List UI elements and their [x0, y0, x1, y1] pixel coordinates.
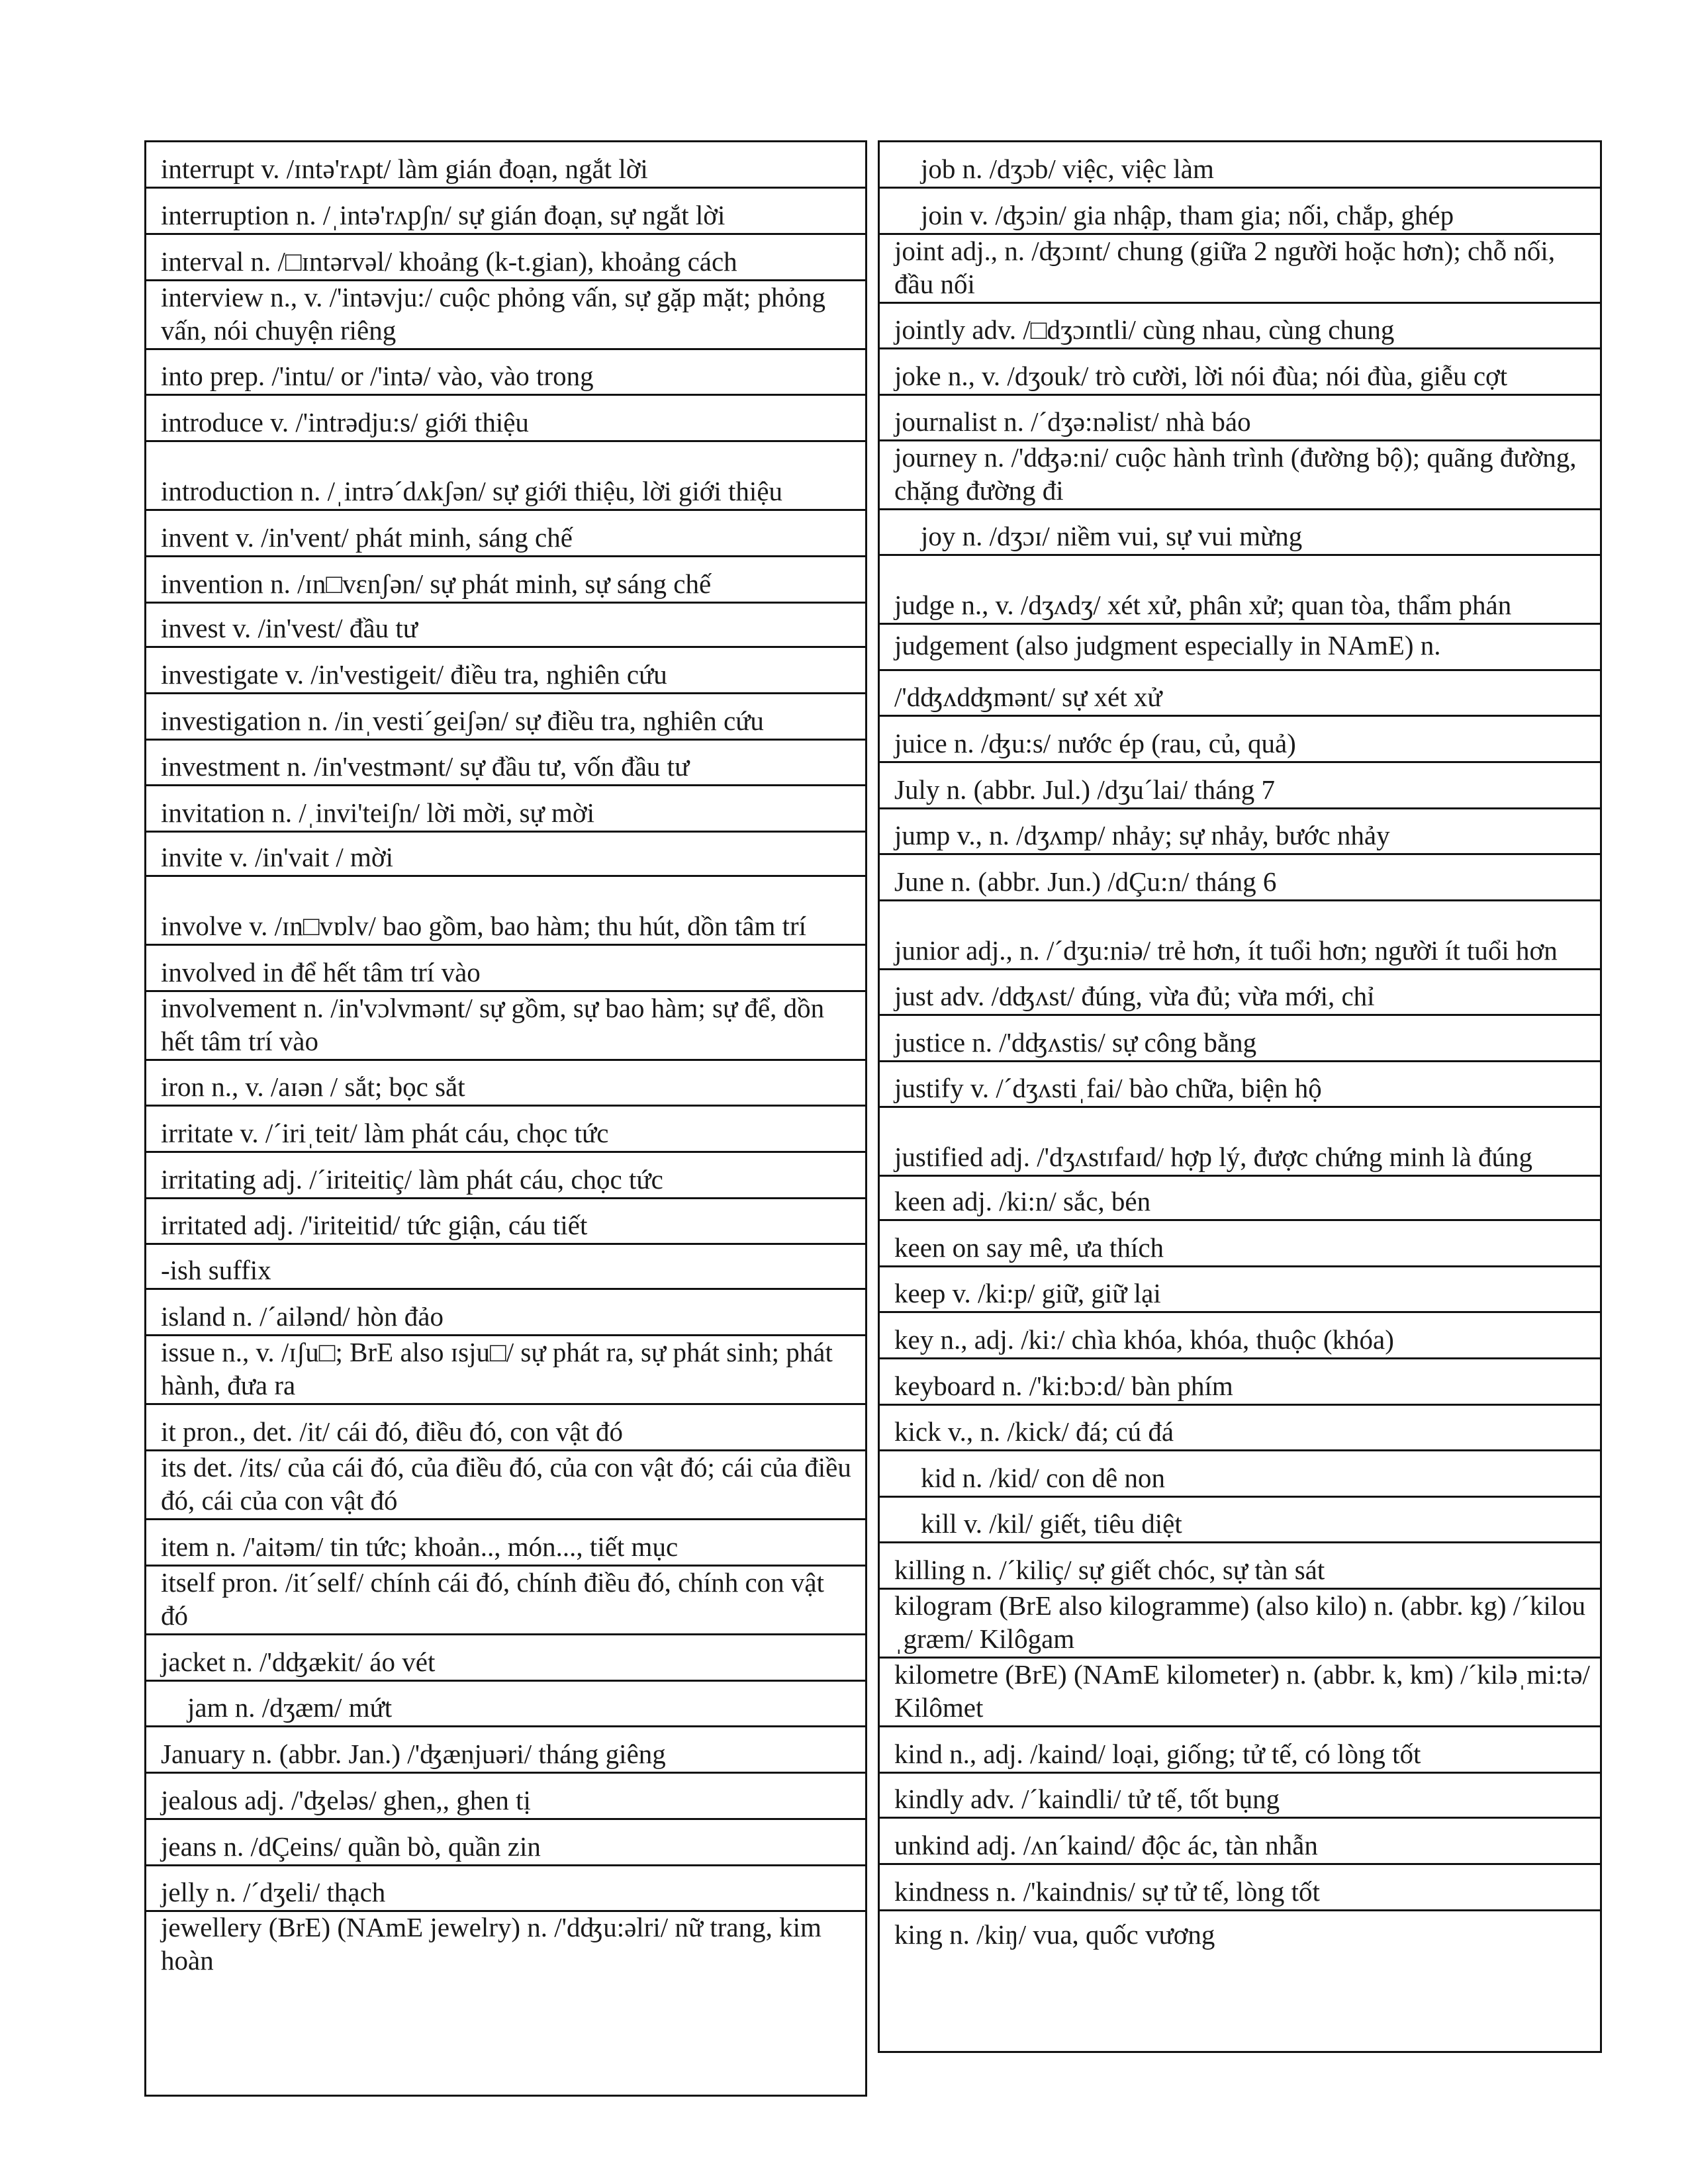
- vocab-entry: [880, 1498, 1600, 1543]
- vocab-entry-text: investigation n. /inˌvesti´geiʃən/ sự điều tra, nghiên cứu: [161, 705, 764, 736]
- vocab-entry-text: killing n. /´kiliç/ sự giết chóc, sự tàn sát: [894, 1555, 1325, 1585]
- vocab-entry: [146, 1107, 865, 1153]
- vocab-entry: [146, 1199, 865, 1245]
- vocab-entry-text: invite v. /in'vait / mời: [161, 842, 393, 872]
- vocab-entry: [880, 1543, 1600, 1590]
- vocab-entry: [880, 1016, 1600, 1062]
- vocab-entry-text: kilometre (BrE) (NAmE kilometer) n. (abbr. k, km) /´kiləˌmi:tə/ Kilômet: [894, 1659, 1590, 1723]
- vocab-entry: [146, 694, 865, 741]
- vocab-entry: [146, 1567, 865, 1635]
- vocab-entry: [146, 648, 865, 694]
- vocab-entry-text: joke n., v. /dʒouk/ trò cười, lời nói đùa; nói đùa, giễu cợt: [894, 361, 1508, 391]
- vocab-entry: [880, 717, 1600, 763]
- vocab-entry: [880, 625, 1600, 671]
- vocab-entry-text: jelly n. /´dʒeli/ thạch: [161, 1877, 386, 1907]
- vocab-entry-text: jealous adj. /'ʤeləs/ ghen,, ghen tị: [161, 1785, 531, 1815]
- vocab-entry-text: iron n., v. /aɪən / sắt; bọc sắt: [161, 1071, 465, 1102]
- vocab-entry: [146, 1290, 865, 1336]
- vocab-entry-text: into prep. /'intu/ or /'intə/ vào, vào trong: [161, 361, 594, 391]
- vocab-entry: [146, 786, 865, 833]
- vocab-entry-text: judge n., v. /dʒʌdʒ/ xét xử, phân xử; quan tòa, thẩm phán: [894, 590, 1512, 620]
- vocab-entry: [880, 901, 1600, 970]
- vocab-entry: [146, 1405, 865, 1451]
- vocab-entry-text: justified adj. /'dʒʌstɪfaɪd/ hợp lý, được chứng minh là đúng: [894, 1142, 1533, 1172]
- vocab-entry-text: joy n. /dʒɔɪ/ niềm vui, sự vui mừng: [921, 521, 1303, 551]
- vocab-entry: [880, 142, 1600, 189]
- vocab-entry: [146, 142, 865, 189]
- vocab-entry-text: job n. /dʒɔb/ việc, việc làm: [921, 154, 1214, 184]
- vocab-entry-text: introduction n. /ˌintrə´dʌkʃən/ sự giới thiệu, lời giới thiệu: [161, 476, 783, 506]
- vocab-entry: [880, 189, 1600, 235]
- vocab-entry: [880, 510, 1600, 556]
- vocab-entry-text: item n. /'aitəm/ tin tức; khoản.., món..., tiết mục: [161, 1531, 679, 1562]
- vocab-entry-text: jewellery (BrE) (NAmE jewelry) n. /'dʤu:əlri/ nữ trang, kim hoàn: [161, 1912, 821, 1976]
- vocab-entry: [880, 1221, 1600, 1267]
- vocab-entry-text: journalist n. /´dʒə:nəlist/ nhà báo: [894, 406, 1251, 437]
- vocab-entry: [880, 1911, 1600, 1952]
- vocab-entry-text: justice n. /'dʤʌstis/ sự công bằng: [894, 1027, 1257, 1058]
- vocab-entry-text: kind n., adj. /kaind/ loại, giống; tử tế, có lòng tốt: [894, 1739, 1421, 1769]
- vocab-entry: [146, 396, 865, 442]
- vocab-entry: [880, 1727, 1600, 1774]
- vocab-entry-text: January n. (abbr. Jan.) /'ʤænjuəri/ tháng giêng: [161, 1739, 666, 1769]
- vocab-entry: [880, 396, 1600, 441]
- vocab-entry: [880, 235, 1600, 304]
- vocab-entry-text: -ish suffix: [161, 1255, 271, 1285]
- vocab-entry: [880, 1590, 1600, 1659]
- vocab-entry: [146, 281, 865, 350]
- vocab-entry: [146, 1153, 865, 1199]
- vocab-entry-text: kindly adv. /´kaindli/ tử tế, tốt bụng: [894, 1784, 1280, 1814]
- vocab-entry-text: it pron., det. /it/ cái đó, điều đó, con vật đó: [161, 1416, 624, 1447]
- vocab-entry-text: interrupt v. /ɪntə'rʌpt/ làm gián đoạn, ngắt lời: [161, 154, 648, 184]
- vocab-entry-text: keen adj. /ki:n/ sắc, bén: [894, 1186, 1151, 1216]
- vocab-entry: [880, 1659, 1600, 1727]
- vocab-entry: [146, 1774, 865, 1820]
- vocab-entry: [880, 1819, 1600, 1865]
- vocab-entry: [146, 1727, 865, 1774]
- vocab-entry: [146, 1451, 865, 1520]
- vocab-entry-text: key n., adj. /ki:/ chìa khóa, khóa, thuộc (khóa): [894, 1324, 1394, 1355]
- vocab-entry-text: keen on say mê, ưa thích: [894, 1232, 1164, 1263]
- vocab-entry-text: jam n. /dʒæm/ mứt: [187, 1692, 393, 1723]
- vocab-entry: [880, 1406, 1600, 1451]
- vocab-entry-text: justify v. /´dʒʌstiˌfai/ bào chữa, biện hộ: [894, 1073, 1322, 1103]
- vocab-entry-text: July n. (abbr. Jul.) /dʒu´lai/ tháng 7: [894, 774, 1276, 805]
- vocab-entry: [146, 442, 865, 511]
- vocab-entry-text: issue n., v. /ɪʃu□; BrE also ɪsju□/ sự phát ra, sự phát sinh; phát hành, đưa ra: [161, 1337, 833, 1400]
- vocab-entry: [146, 1061, 865, 1107]
- vocab-entry: [880, 1108, 1600, 1177]
- vocab-entry-text: journey n. /'dʤə:ni/ cuộc hành trình (đường bộ); quãng đường, chặng đường đi: [894, 442, 1577, 506]
- vocab-entry-text: involvement n. /in'vɔlvmənt/ sự gồm, sự bao hàm; sự để, dồn hết tâm trí vào: [161, 993, 825, 1056]
- vocab-entry-text: June n. (abbr. Jun.) /dÇu:n/ tháng 6: [894, 866, 1277, 897]
- vocab-entry: [146, 1820, 865, 1866]
- vocab-entry: [880, 970, 1600, 1016]
- vocab-entry: [146, 511, 865, 557]
- vocab-entry-text: junior adj., n. /´dʒu:niə/ trẻ hơn, ít tuổi hơn; người ít tuổi hơn: [894, 935, 1558, 966]
- vocab-entry: [880, 1177, 1600, 1221]
- vocab-entry: [146, 1520, 865, 1567]
- vocab-entry: [146, 877, 865, 946]
- vocab-entry-text: interval n. /□ɪntərvəl/ khoảng (k-t.gian), khoảng cách: [161, 246, 737, 277]
- vocab-entry-text: jump v., n. /dʒʌmp/ nhảy; sự nhảy, bước nhảy: [894, 820, 1390, 850]
- vocab-entry: [146, 1336, 865, 1405]
- vocab-entry-text: investment n. /in'vestmənt/ sự đầu tư, vốn đầu tư: [161, 751, 690, 782]
- vocab-entry: [146, 1245, 865, 1290]
- vocab-entry-text: involved in để hết tâm trí vào: [161, 957, 481, 987]
- vocab-entry: [880, 671, 1600, 717]
- vocab-entry: [880, 1865, 1600, 1911]
- vocab-entry: [146, 557, 865, 604]
- vocab-entry-text: jacket n. /'dʤækit/ áo vét: [161, 1647, 436, 1677]
- vocab-entry-text: kill v. /kil/ giết, tiêu diệt: [921, 1508, 1182, 1539]
- vocab-entry-text: itself pron. /it´self/ chính cái đó, chính điều đó, chính con vật đó: [161, 1567, 824, 1631]
- right-column: [878, 140, 1602, 2053]
- vocab-entry: [880, 1451, 1600, 1498]
- vocab-entry: [146, 189, 865, 235]
- vocab-entry-text: investigate v. /in'vestigeit/ điều tra, nghiên cứu: [161, 659, 667, 690]
- vocab-entry-text: introduce v. /'intrədju:s/ giới thiệu: [161, 407, 529, 437]
- vocab-entry: [146, 235, 865, 281]
- vocab-entry: [146, 741, 865, 786]
- vocab-entry-text: king n. /kiŋ/ vua, quốc vương: [894, 1919, 1215, 1950]
- vocab-entry: [880, 349, 1600, 396]
- vocab-entry: [880, 1313, 1600, 1359]
- vocab-entry-text: judgement (also judgment especially in NAmE) n.: [894, 630, 1441, 660]
- vocab-entry-text: involve v. /ɪn□vɒlv/ bao gồm, bao hàm; thu hút, dồn tâm trí: [161, 911, 807, 941]
- vocab-entry: [880, 304, 1600, 349]
- vocab-entry-text: juice n. /ʤu:s/ nước ép (rau, củ, quả): [894, 728, 1296, 758]
- vocab-entry: [880, 809, 1600, 855]
- vocab-entry-text: invest v. /in'vest/ đầu tư: [161, 613, 418, 643]
- vocab-entry: [146, 946, 865, 992]
- vocab-entry-text: irritated adj. /'iriteitid/ tức giận, cáu tiết: [161, 1210, 588, 1240]
- vocab-entry: [146, 992, 865, 1061]
- vocab-entry: [880, 1062, 1600, 1108]
- vocab-entry: [880, 556, 1600, 625]
- vocab-entry: [880, 1774, 1600, 1819]
- vocab-entry: [146, 1682, 865, 1727]
- vocab-entry-text: invention n. /ɪn□vɛnʃən/ sự phát minh, sự sáng chế: [161, 569, 712, 599]
- vocab-entry: [146, 833, 865, 877]
- vocab-entry-text: keep v. /ki:p/ giữ, giữ lại: [894, 1278, 1161, 1308]
- vocab-entry-text: interruption n. /ˌintə'rʌpʃn/ sự gián đoạn, sự ngắt lời: [161, 200, 726, 230]
- vocab-entry: [146, 1912, 865, 1978]
- vocab-entry-text: kid n. /kid/ con dê non: [921, 1463, 1165, 1493]
- vocab-entry-text: its det. /its/ của cái đó, của điều đó, của con vật đó; cái của điều đó, cái của con vật đó: [161, 1452, 851, 1516]
- vocab-entry: [146, 604, 865, 648]
- vocab-entry: [880, 1359, 1600, 1406]
- left-column: [144, 140, 867, 2097]
- vocab-entry: [880, 1267, 1600, 1313]
- vocab-entry-text: jointly adv. /□dʒɔɪntli/ cùng nhau, cùng chung: [894, 314, 1395, 345]
- vocab-entry: [880, 441, 1600, 510]
- vocab-entry: [146, 1635, 865, 1682]
- vocab-entry-text: interview n., v. /'intəvju:/ cuộc phỏng vấn, sự gặp mặt; phỏng vấn, nói chuyện riêng: [161, 282, 825, 345]
- vocab-entry-text: unkind adj. /ʌn´kaind/ độc ác, tàn nhẫn: [894, 1830, 1318, 1860]
- vocab-entry-text: irritating adj. /´iriteitiç/ làm phát cáu, chọc tức: [161, 1164, 663, 1195]
- vocab-entry-text: invent v. /in'vent/ phát minh, sáng chế: [161, 522, 573, 553]
- vocab-entry-text: jeans n. /dÇeins/ quần bò, quần zin: [161, 1831, 541, 1862]
- vocab-entry-text: island n. /´ailənd/ hòn đảo: [161, 1301, 444, 1332]
- vocab-entry-text: invitation n. /ˌinvi'teiʃn/ lời mời, sự mời: [161, 797, 594, 828]
- vocab-entry-text: joint adj., n. /ʤɔɪnt/ chung (giữa 2 người hoặc hơn); chỗ nối, đầu nối: [894, 236, 1556, 299]
- vocab-entry: [146, 350, 865, 396]
- vocab-entry: [146, 1866, 865, 1912]
- vocab-entry-text: /'dʤʌdʤmənt/ sự xét xử: [894, 682, 1162, 712]
- vocab-entry-text: kick v., n. /kick/ đá; cú đá: [894, 1416, 1174, 1447]
- vocab-entry-text: kindness n. /'kaindnis/ sự tử tế, lòng tốt: [894, 1876, 1320, 1907]
- vocab-entry-text: kilogram (BrE also kilogramme) (also kilo) n. (abbr. kg) /´kilouˌgræm/ Kilôgam: [894, 1590, 1586, 1654]
- vocab-entry: [880, 855, 1600, 901]
- vocab-entry: [880, 763, 1600, 809]
- vocab-entry-text: irritate v. /´iriˌteit/ làm phát cáu, chọc tức: [161, 1118, 609, 1148]
- vocab-entry-text: keyboard n. /'ki:bɔ:d/ bàn phím: [894, 1371, 1233, 1401]
- vocab-entry-text: join v. /ʤɔin/ gia nhập, tham gia; nối, chắp, ghép: [921, 200, 1454, 230]
- vocab-entry-text: just adv. /dʤʌst/ đúng, vừa đủ; vừa mới, chỉ: [894, 981, 1375, 1011]
